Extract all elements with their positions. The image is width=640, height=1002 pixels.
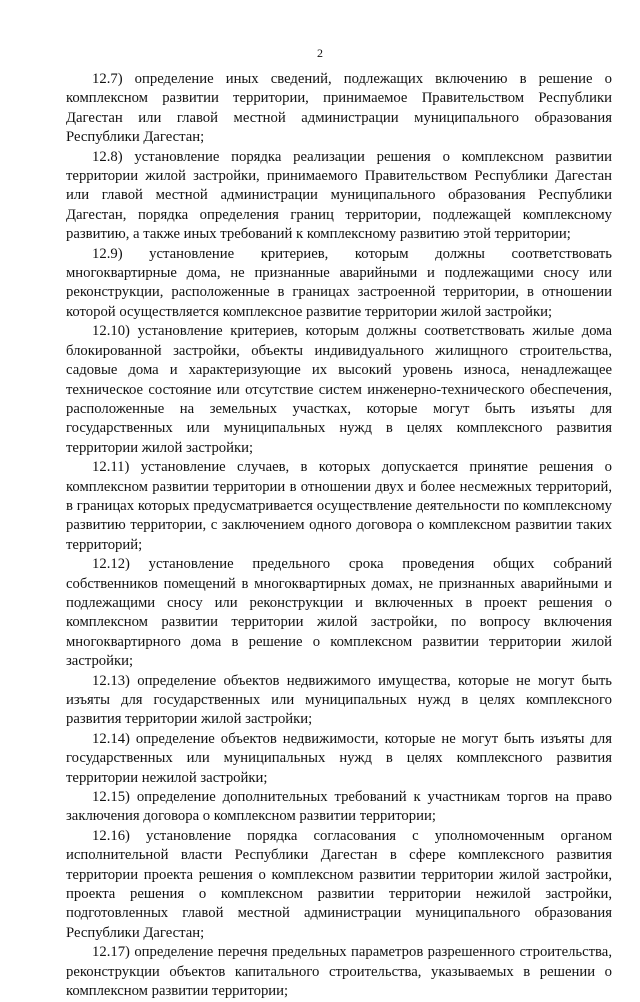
paragraph-12-11: 12.11) установление случаев, в которых допускается принятие решения о комплексном развитии территории в отношении двух и более несмежных территорий, в границах которых предусматривается осуществление деятельности по комплексному развитию территории, с заключением одного договора о комплексном развитии таких территорий; xyxy=(66,459,612,553)
paragraph-12-14: 12.14) определение объектов недвижимости, которые не могут быть изъяты для государственных или муниципальных нужд в целях комплексного развития территории нежилой застройки; xyxy=(66,730,612,786)
paragraph-12-15: 12.15) определение дополнительных требований к участникам торгов на право заключения договора о комплексном развитии территории; xyxy=(66,789,612,825)
paragraph-12-13: 12.13) определение объектов недвижимого имущества, которые не могут быть изъяты для государственных или муниципальных нужд в целях комплексного развития территории жилой застройки; xyxy=(66,672,612,728)
paragraph-12-16: 12.16) установление порядка согласования с уполномоченным органом исполнительной власти Республики Дагестан в сфере комплексного развития территории проекта решения о комплексном развитии территории жилой застройки, проекта решения о комплексном развитии территории нежилой застройки, подготовленных главой местной администрации муниципального образования Республики Дагестан; xyxy=(66,827,612,941)
document-body xyxy=(66,70,612,1002)
paragraph-12-8: 12.8) установление порядка реализации решения о комплексном развитии территории жилой застройки, принимаемого Правительством Республики Дагестан или главой местной администрации муниципального образования Республики Дагестан, порядка определения границ территории, подлежащей комплексному развитию, а также иных требований к комплексному развитию этой территории; xyxy=(66,148,612,243)
paragraph-12-10: 12.10) установление критериев, которым должны соответствовать жилые дома блокированной застройки, объекты индивидуального жилищного строительства, садовые дома и характеризующие их высокий уровень износа, ненадлежащее техническое состояние или отсутствие систем инженерно-технического обеспечения, расположенные на земельных участках, которые могут быть изъяты для государственных или муниципальных нужд в целях комплексного развития территории жилой застройки; xyxy=(66,323,612,456)
paragraph-12-7: 12.7) определение иных сведений, подлежащих включению в решение о комплексном развитии территории, принимаемое Правительством Республики Дагестан или главой местной администрации муниципального образования Республики Дагестан; xyxy=(66,71,612,146)
paragraph-12-9: 12.9) установление критериев, которым должны соответствовать многоквартирные дома, не признанные аварийными и подлежащими сносу или реконструкции, расположенные в границах застроенной территории, в отношении которой осуществляется комплексное развитие территории жилой застройки; xyxy=(66,245,612,320)
paragraph-12-12: 12.12) установление предельного срока проведения общих собраний собственников помещений в многоквартирных домах, не признанных аварийными и подлежащими сносу или реконструкции и включенных в проект решения о комплексном развитии территории жилой застройки, по вопросу включения многоквартирного дома в решение о комплексном развитии территории жилой застройки; xyxy=(66,556,612,670)
page-number: 2 xyxy=(317,46,323,60)
paragraph-12-17: 12.17) определение перечня предельных параметров разрешенного строительства, реконструкции объектов капитального строительства, указываемых в решении о комплексном развитии территории; xyxy=(66,944,612,1000)
